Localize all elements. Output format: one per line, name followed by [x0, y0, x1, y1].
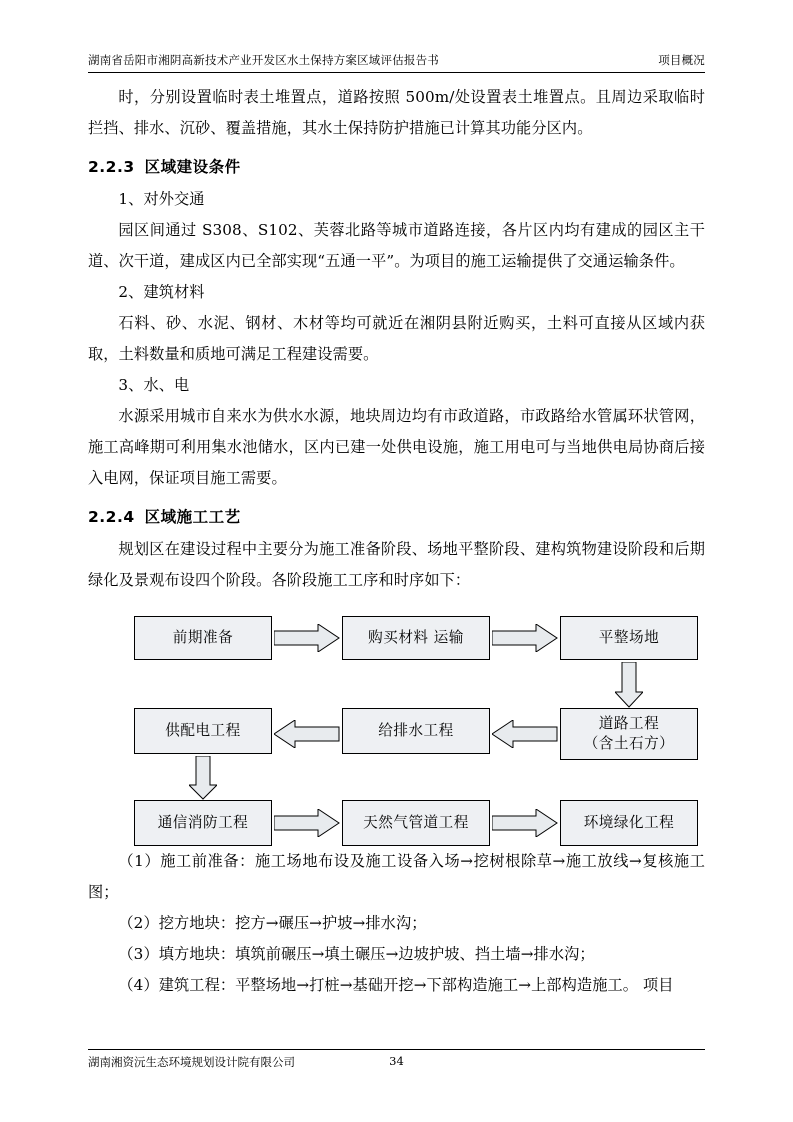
paragraph-water-power: 水源采用城市自来水为供水水源，地块周边均有市政道路，市政路给水管属环状管网，施工高峰期可利用集水池储水，区内已建一处供电设施，施工用电可与当地供电局协商后接入电网，保证项目施工需要。 — [88, 407, 705, 488]
construction-process-flowchart — [88, 610, 705, 840]
section-number: 2.2.3 — [88, 158, 135, 177]
flow-arrow-right-3 — [274, 809, 340, 837]
subsection-label-1: 1、对外交通 — [118, 190, 205, 209]
page-footer — [88, 1049, 705, 1070]
flow-node-label: 通信消防工程 — [157, 814, 249, 832]
paragraph-top: 时，分别设置临时表土堆置点，道路按照 500m/处设置表土堆置点。且周边采取临时拦挡、排水、沉砂、覆盖措施，其水土保持防护措施已计算其功能分区内。 — [88, 88, 705, 138]
flow-arrow-left-1 — [492, 720, 558, 748]
flow-arrow-down-1 — [615, 662, 643, 708]
flow-node-label: 环境绿化工程 — [583, 814, 675, 832]
flow-node-power-supply — [134, 708, 272, 754]
flow-node-label-group — [584, 714, 675, 754]
flow-node-road-works — [560, 708, 698, 760]
list-item-1: （1）施工前准备：施工场地布设及施工设备入场→挖树根除草→施工放线→复核施工图； — [88, 852, 705, 902]
flow-node-label-line2: （含土石方） — [583, 735, 675, 753]
flow-node-purchase-transport — [342, 616, 490, 660]
flow-node-label-line1: 道路工程 — [598, 715, 660, 733]
list-item-3: （3）填方地块：填筑前碾压→填土碾压→边坡护坡、挡土墙→排水沟； — [118, 945, 595, 964]
flow-arrow-right-1 — [274, 624, 340, 652]
page-content — [88, 52, 705, 1001]
flow-node-label: 前期准备 — [172, 629, 234, 647]
flow-node-water-supply-drainage — [342, 708, 490, 754]
section-number: 2.2.4 — [88, 508, 135, 527]
section-heading-2-2-3 — [88, 152, 705, 182]
section-title: 区域施工工艺 — [144, 508, 241, 527]
footer-row — [88, 1054, 705, 1070]
paragraph-materials: 石料、砂、水泥、钢材、木材等均可就近在湘阴县附近购买，土料可直接从区域内获取，土料数量和质地可满足工程建设需要。 — [88, 314, 705, 364]
subsection-label-3: 3、水、电 — [118, 376, 190, 395]
header-title-left: 湖南省岳阳市湘阴高新技术产业开发区水土保持方案区域评估报告书 — [88, 53, 439, 67]
flow-node-environment-greening — [560, 800, 698, 846]
header-title-right: 项目概况 — [658, 53, 705, 67]
flow-node-communication-fire — [134, 800, 272, 846]
page-number: 34 — [389, 1054, 404, 1068]
footer-company: 湖南湘资沅生态环境规划设计院有限公司 — [88, 1055, 295, 1069]
flow-node-preparation — [134, 616, 272, 660]
section-heading-2-2-4 — [88, 502, 705, 532]
page-header — [88, 52, 705, 73]
section-title: 区域建设条件 — [144, 158, 241, 177]
flow-node-site-leveling — [560, 616, 698, 660]
flow-node-label: 天然气管道工程 — [363, 814, 469, 832]
paragraph-process-intro: 规划区在建设过程中主要分为施工准备阶段、场地平整阶段、建构筑物建设阶段和后期绿化及景观布设四个阶段。各阶段施工工序和时序如下： — [88, 540, 705, 590]
flow-node-label: 供配电工程 — [165, 722, 241, 740]
list-item-4: （4）建筑工程：平整场地→打桩→基础开挖→下部构造施工→上部构造施工。 项目 — [118, 976, 674, 995]
flow-arrow-right-4 — [492, 809, 558, 837]
list-item-2: （2）挖方地块：挖方→碾压→护坡→排水沟； — [118, 914, 427, 933]
flow-arrow-down-2 — [189, 756, 217, 800]
footer-divider — [88, 1049, 705, 1050]
paragraph-traffic: 园区间通过 S308、S102、芙蓉北路等城市道路连接，各片区内均有建成的园区主干道、次干道，建成区内已全部实现“五通一平”。为项目的施工运输提供了交通运输条件。 — [88, 221, 705, 271]
flow-arrow-right-2 — [492, 624, 558, 652]
flow-node-label: 平整场地 — [598, 629, 660, 647]
flow-node-gas-pipeline — [342, 800, 490, 846]
flow-arrow-left-2 — [274, 720, 340, 748]
flow-node-label: 给排水工程 — [378, 722, 454, 740]
flow-node-label: 购买材料 运输 — [368, 629, 464, 647]
subsection-label-2: 2、建筑材料 — [118, 283, 205, 302]
